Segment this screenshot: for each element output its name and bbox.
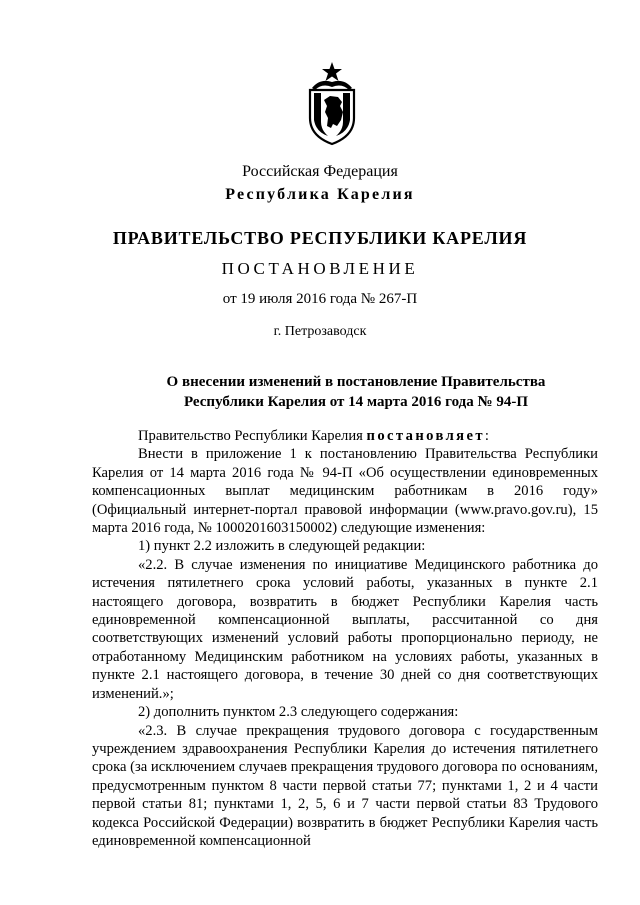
intro-prefix: Правительство Республики Карелия (138, 428, 367, 444)
document-body (92, 427, 598, 850)
subject-line: Республики Карелия от 14 марта 2016 года № 94-П (183, 394, 529, 410)
intro-paragraph (92, 427, 598, 445)
intro-keyword: постановляет (366, 428, 485, 444)
document-type: ПОСТАНОВЛЕНИЕ (221, 259, 419, 278)
karelia-coat-of-arms-icon (300, 60, 364, 146)
government-title: ПРАВИТЕЛЬСТВО РЕСПУБЛИКИ КАРЕЛИЯ (112, 228, 528, 248)
body-paragraph: Внести в приложение 1 к постановлению Правительства Республики Карелия от 14 марта 2016 года № 94-П «Об осуществлении единовременных компенсационных выплат медицинским работникам в 2016 году» (Официальный интернет-портал правовой информации (www.pravo.gov.ru), 15 марта 2016 года, № 1000201603150002) следующие изменения: (92, 446, 598, 537)
subject-line: О внесении изменений в постановление Правительства (166, 374, 546, 390)
intro-suffix: : (484, 428, 489, 444)
document-city: г. Петрозаводск (273, 324, 367, 339)
document-subject (0, 372, 640, 412)
body-paragraph: 1) пункт 2.2 изложить в следующей редакции: (138, 538, 426, 555)
document-date: от 19 июля 2016 года № 267-П (222, 291, 418, 307)
body-paragraph: «2.2. В случае изменения по инициативе Медицинского работника до истечения пятилетнего срока условий работы, указанных в пункте 2.1 настоящего договора, возвратить в бюджет Республики Карелия часть единовременной компенсационной выплаты, рассчитанной со дня соответствующих изменений условий работы пропорционально периоду, не отработанному Медицинским работником на условиях работы, указанных в пункте 2.1 настоящего договора, в течение 30 дней со дня соответствующих изменений.»; (92, 556, 598, 702)
body-paragraph: 2) дополнить пунктом 2.3 следующего содержания: (138, 704, 459, 721)
republic-name: Республика Карелия (225, 186, 415, 203)
country-name: Российская Федерация (242, 163, 398, 180)
body-paragraph: «2.3. В случае прекращения трудового договора с государственным учреждением здравоохранения Республики Карелия до истечения пятилетнего срока (за исключением случаев прекращения трудового договора по основаниям, предусмотренным пунктом 8 части первой статьи 77; пунктами 1, 2 и 4 части первой статьи 81; пунктами 1, 2, 5, 6 и 7 части первой статьи 83 Трудового кодекса Российской Федерации) возвратить в бюджет Республики Карелия часть единовременной компенсационной (92, 722, 598, 849)
